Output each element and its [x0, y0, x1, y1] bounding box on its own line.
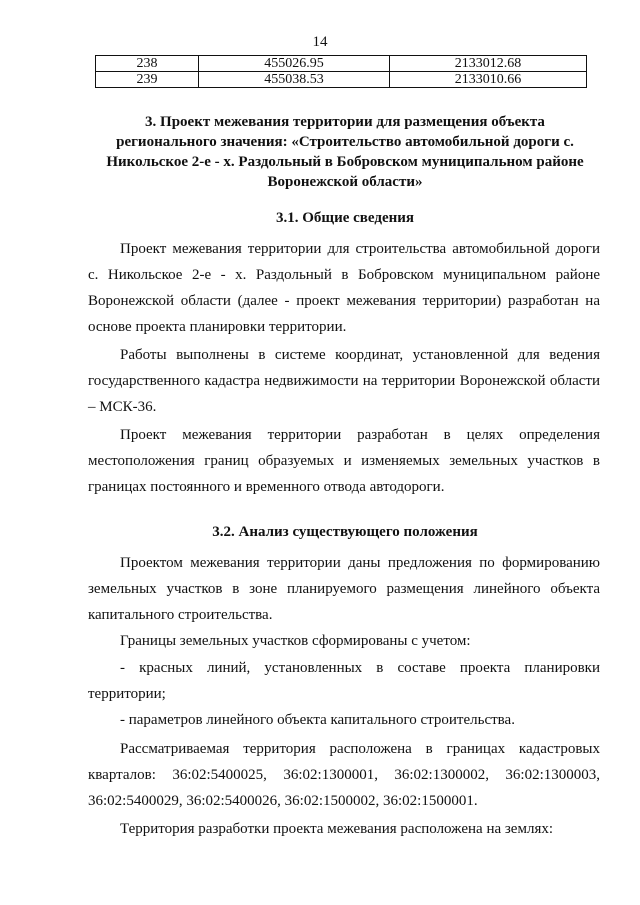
paragraph: Работы выполнены в системе координат, установленной для ведения государственного кадастра недвижимости на территории Воронежской области – МСК-36. [88, 347, 600, 415]
paragraph: Проектом межевания территории даны предложения по формированию земельных участков в зоне планируемого размещения линейного объекта капитального строительства. [88, 555, 600, 623]
table-row [96, 56, 587, 72]
table-cell: 2133010.66 [390, 72, 587, 88]
table-row [96, 72, 587, 88]
table-cell: 455038.53 [199, 72, 390, 88]
paragraph: Границы земельных участков сформированы с учетом: [120, 633, 471, 649]
paragraph: Территория разработки проекта межевания расположена на землях: [120, 821, 554, 837]
paragraph: Проект межевания территории для строительства автомобильной дороги с. Никольское 2-е - х. Раздольный в Бобровском муниципальном районе Воронежской области (далее - проект межевания территории) разработан на основе проекта планировки территории. [88, 241, 600, 335]
paragraph: - красных линий, установленных в составе проекта планировки территории; [88, 660, 600, 702]
page-number: 14 [312, 34, 328, 50]
section-3-title: 3. Проект межевания территории для размещения объекта регионального значения: «Строительство автомобильной дороги с. Никольское 2-е - х. Раздольный в Бобровском муниципальном районе Воронежской области» [106, 114, 584, 190]
table-cell: 455026.95 [199, 56, 390, 72]
paragraph: Проект межевания территории разработан в целях определения местоположения границ образуемых и изменяемых земельных участков в границах постоянного и временного отвода автодороги. [88, 427, 600, 495]
paragraph: - параметров линейного объекта капитального строительства. [120, 712, 515, 728]
section-3-2-heading: 3.2. Анализ существующего положения [212, 524, 478, 540]
table-cell: 2133012.68 [390, 56, 587, 72]
table-cell: 239 [96, 72, 199, 88]
section-3-1-heading: 3.1. Общие сведения [276, 210, 414, 226]
paragraph: Рассматриваемая территория расположена в границах кадастровых кварталов: 36:02:5400025, 36:02:1300001, 36:02:1300002, 36:02:1300003, 36:02:5400029, 36:02:5400026, 36:02:1500002, 36:02:1500001. [88, 741, 600, 809]
coordinates-table [95, 55, 587, 88]
table-cell: 238 [96, 56, 199, 72]
